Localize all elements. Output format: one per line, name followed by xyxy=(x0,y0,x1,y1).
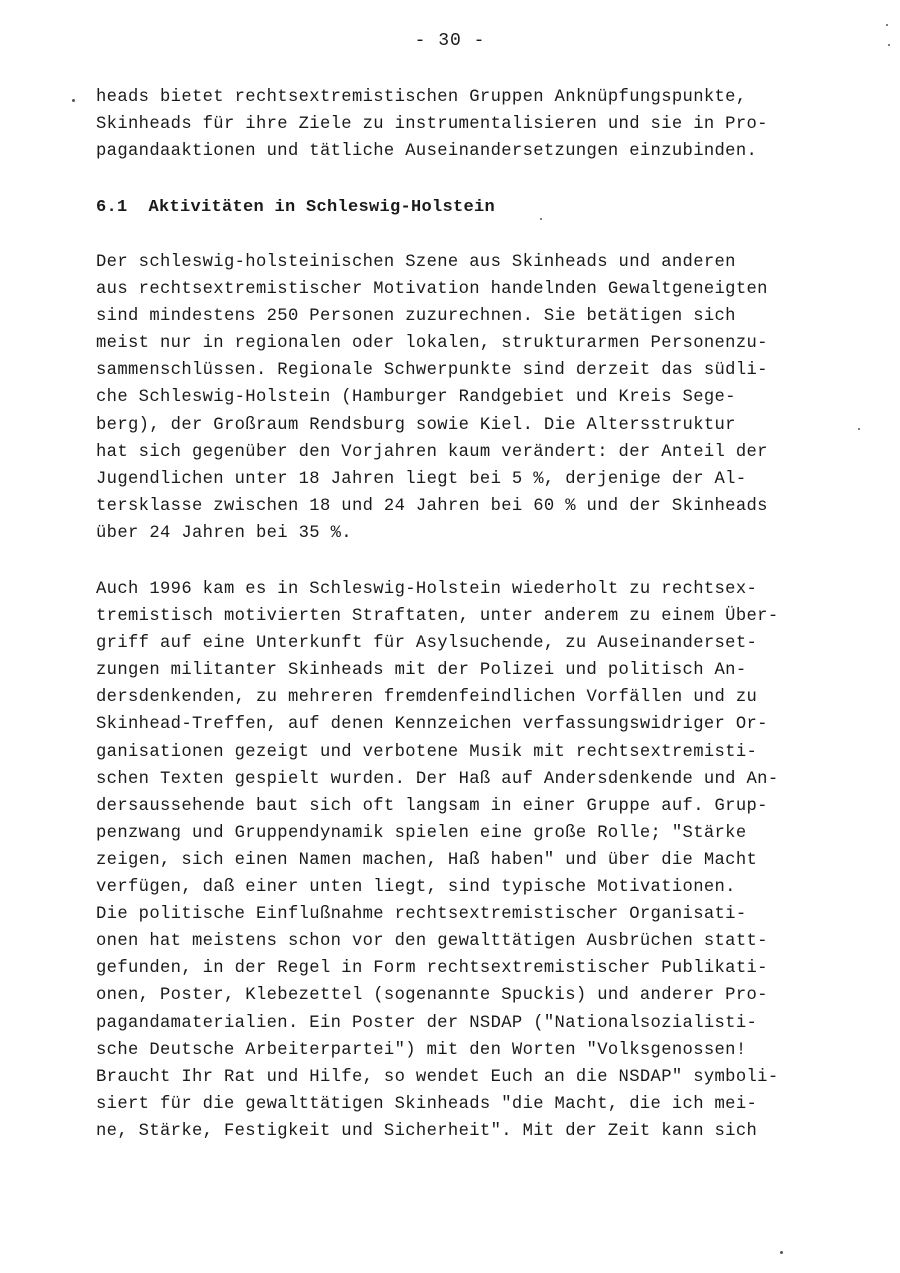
text-line: onen hat meistens schon vor den gewalttätigen Ausbrüchen statt- xyxy=(96,932,768,952)
text-line: hat sich gegenüber den Vorjahren kaum verändert: der Anteil der xyxy=(96,442,768,462)
text-line: Skinhead-Treffen, auf denen Kennzeichen verfassungswidriger Or- xyxy=(96,715,768,735)
text-line: ganisationen gezeigt und verbotene Musik mit rechtsextremisti- xyxy=(96,742,758,762)
text-line: penzwang und Gruppendynamik spielen eine große Rolle; "Stärke xyxy=(96,823,747,843)
text-line: Die politische Einflußnahme rechtsextremistischer Organisati- xyxy=(96,905,747,925)
scan-speck xyxy=(540,218,542,220)
text-line: über 24 Jahren bei 35 %. xyxy=(96,523,352,543)
text-line: che Schleswig-Holstein (Hamburger Randgebiet und Kreis Sege- xyxy=(96,388,736,408)
text-line: aus rechtsextremistischer Motivation handelnden Gewaltgeneigten xyxy=(96,280,768,300)
text-line: schen Texten gespielt wurden. Der Haß auf Andersdenkende und An- xyxy=(96,769,779,789)
scan-speck xyxy=(888,44,890,46)
text-line: sche Deutsche Arbeiterpartei") mit den Worten "Volksgenossen! xyxy=(96,1040,747,1060)
scan-speck xyxy=(886,24,888,26)
text-line: berg), der Großraum Rendsburg sowie Kiel. Die Altersstruktur xyxy=(96,415,736,435)
text-line: heads bietet rechtsextremistischen Gruppen Anknüpfungspunkte, xyxy=(96,88,747,107)
text-line: Braucht Ihr Rat und Hilfe, so wendet Euch an die NSDAP" symboli- xyxy=(96,1067,779,1087)
text-line: verfügen, daß einer unten liegt, sind typische Motivationen. xyxy=(96,878,736,898)
text-line: Skinheads für ihre Ziele zu instrumentalisieren und sie in Pro- xyxy=(96,115,768,135)
text-line: Auch 1996 kam es in Schleswig-Holstein wiederholt zu rechtsex- xyxy=(96,580,758,599)
text-line: ne, Stärke, Festigkeit und Sicherheit". Mit der Zeit kann sich xyxy=(96,1121,758,1141)
text-line: Jugendlichen unter 18 Jahren liegt bei 5 %, derjenige der Al- xyxy=(96,469,747,489)
text-line: tremistisch motivierten Straftaten, unter anderem zu einem Über- xyxy=(96,607,779,627)
text-line: zungen militanter Skinheads mit der Polizei und politisch An- xyxy=(96,661,747,681)
paragraph-2 xyxy=(96,249,836,547)
paragraph-3 xyxy=(96,576,836,1145)
page-number: - 30 - xyxy=(414,31,486,51)
text-line: dersdenkenden, zu mehreren fremdenfeindlichen Vorfällen und zu xyxy=(96,688,758,708)
scan-speck xyxy=(780,1251,783,1254)
text-line: griff auf eine Unterkunft für Asylsuchende, zu Auseinanderset- xyxy=(96,634,758,654)
paragraph-1 xyxy=(96,84,836,165)
section-heading xyxy=(96,194,836,221)
section-heading-text: 6.1 Aktivitäten in Schleswig-Holstein xyxy=(96,198,496,217)
text-line: siert für die gewalttätigen Skinheads "die Macht, die ich mei- xyxy=(96,1094,758,1114)
text-line: sammenschlüssen. Regionale Schwerpunkte sind derzeit das südli- xyxy=(96,361,768,381)
text-line: pagandamaterialien. Ein Poster der NSDAP ("Nationalsozialisti- xyxy=(96,1013,758,1033)
scan-speck xyxy=(858,428,860,430)
text-line: meist nur in regionalen oder lokalen, strukturarmen Personenzu- xyxy=(96,334,768,354)
text-line: sind mindestens 250 Personen zuzurechnen. Sie betätigen sich xyxy=(96,307,736,327)
text-line: tersklasse zwischen 18 und 24 Jahren bei 60 % und der Skinheads xyxy=(96,496,768,516)
text-line: pagandaaktionen und tätliche Auseinandersetzungen einzubinden. xyxy=(96,142,758,162)
text-line: zeigen, sich einen Namen machen, Haß haben" und über die Macht xyxy=(96,850,758,870)
text-line: onen, Poster, Klebezettel (sogenannte Spuckis) und anderer Pro- xyxy=(96,986,768,1006)
scan-speck xyxy=(72,99,75,102)
text-line: Der schleswig-holsteinischen Szene aus Skinheads und anderen xyxy=(96,253,736,272)
text-line: dersaussehende baut sich oft langsam in einer Gruppe auf. Grup- xyxy=(96,796,768,816)
text-line: gefunden, in der Regel in Form rechtsextremistischer Publikati- xyxy=(96,959,768,979)
